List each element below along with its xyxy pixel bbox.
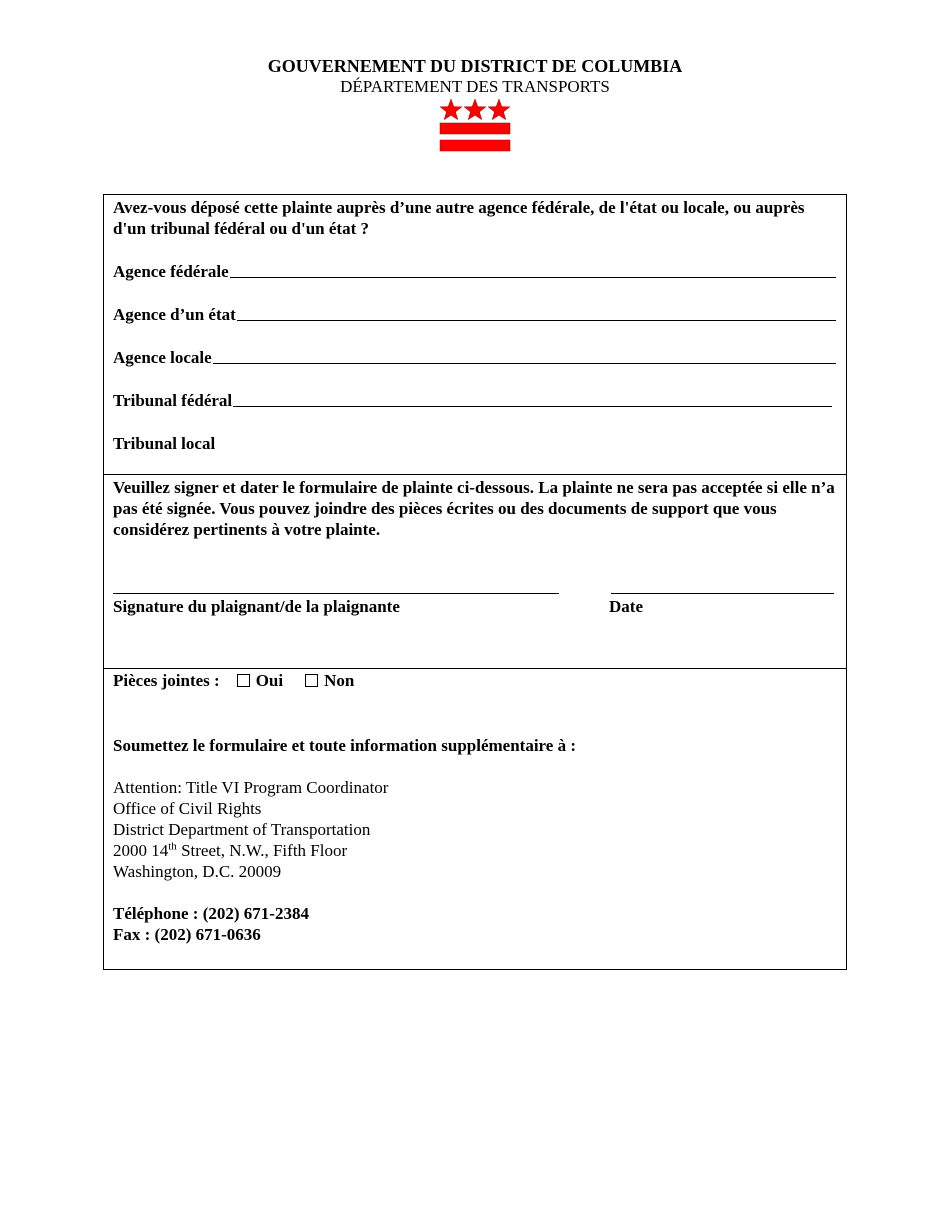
federal-agency-line[interactable] bbox=[230, 277, 836, 278]
signature-instructions: Veuillez signer et dater le formulaire de plainte ci-dessous. La plainte ne sera pas acceptée si elle n’a pas été signée. Vous pouvez joindre des pièces écrites ou des documents de support que vous considérez pertinents à votre plainte. bbox=[113, 478, 835, 539]
signature-area bbox=[113, 582, 836, 662]
address-line: Washington, D.C. 20009 bbox=[113, 862, 282, 881]
attachments-label: Pièces jointes : bbox=[113, 671, 220, 690]
field-label: Agence locale bbox=[113, 348, 212, 367]
contact-info bbox=[113, 903, 836, 945]
state-agency-line[interactable] bbox=[237, 320, 836, 321]
other-agency-question: Avez-vous déposé cette plainte auprès d’une autre agence fédérale, de l'état ou locale, ou auprès d'un tribunal fédéral ou d'un état ? bbox=[113, 198, 805, 238]
state-agency-field[interactable] bbox=[113, 304, 836, 325]
address-street bbox=[113, 840, 836, 861]
street-number: 2000 14 bbox=[113, 841, 169, 860]
phone-number: Téléphone : (202) 671-2384 bbox=[113, 904, 309, 923]
field-label: Agence fédérale bbox=[113, 262, 229, 281]
signature-section bbox=[104, 475, 846, 669]
attachments-yes-label: Oui bbox=[255, 671, 284, 690]
address-line: Office of Civil Rights bbox=[113, 799, 262, 818]
flag-star-3 bbox=[488, 99, 510, 120]
flag-bar-1 bbox=[440, 123, 510, 134]
street-name: Street, N.W., Fifth Floor bbox=[176, 841, 348, 860]
department-title: DÉPARTEMENT DES TRANSPORTS bbox=[340, 77, 610, 96]
field-label: Agence d’un état bbox=[113, 305, 236, 324]
federal-court-field[interactable] bbox=[113, 390, 836, 411]
federal-agency-field[interactable] bbox=[113, 261, 836, 282]
federal-court-line[interactable] bbox=[233, 406, 832, 407]
date-label: Date bbox=[609, 597, 643, 616]
local-agency-line[interactable] bbox=[213, 363, 836, 364]
submit-instructions: Soumettez le formulaire et toute information supplémentaire à : bbox=[113, 736, 577, 755]
local-court-field[interactable] bbox=[113, 433, 836, 454]
street-ordinal: th bbox=[168, 840, 177, 853]
submission-section bbox=[104, 669, 846, 969]
attachments-no-checkbox[interactable] bbox=[305, 674, 318, 687]
flag-star-1 bbox=[440, 99, 462, 120]
complaint-form bbox=[103, 194, 847, 970]
mailing-address bbox=[113, 777, 836, 882]
other-agency-section bbox=[104, 195, 846, 475]
dc-flag-logo bbox=[439, 98, 511, 154]
flag-star-2 bbox=[464, 99, 486, 120]
field-label: Tribunal local bbox=[113, 434, 216, 453]
flag-bar-2 bbox=[440, 140, 510, 151]
document-header bbox=[0, 56, 950, 154]
fax-number: Fax : (202) 671-0636 bbox=[113, 925, 261, 944]
attachments-yes-checkbox[interactable] bbox=[237, 674, 250, 687]
signature-line[interactable] bbox=[113, 593, 559, 594]
local-agency-field[interactable] bbox=[113, 347, 836, 368]
date-line[interactable] bbox=[611, 593, 834, 594]
field-label: Tribunal fédéral bbox=[113, 391, 233, 410]
organization-title: GOUVERNEMENT DU DISTRICT DE COLUMBIA bbox=[267, 56, 683, 76]
address-line: Attention: Title VI Program Coordinator bbox=[113, 778, 389, 797]
address-line: District Department of Transportation bbox=[113, 820, 371, 839]
signature-label: Signature du plaignant/de la plaignante bbox=[113, 597, 400, 616]
attachments-row bbox=[113, 670, 836, 691]
attachments-no-label: Non bbox=[324, 671, 355, 690]
